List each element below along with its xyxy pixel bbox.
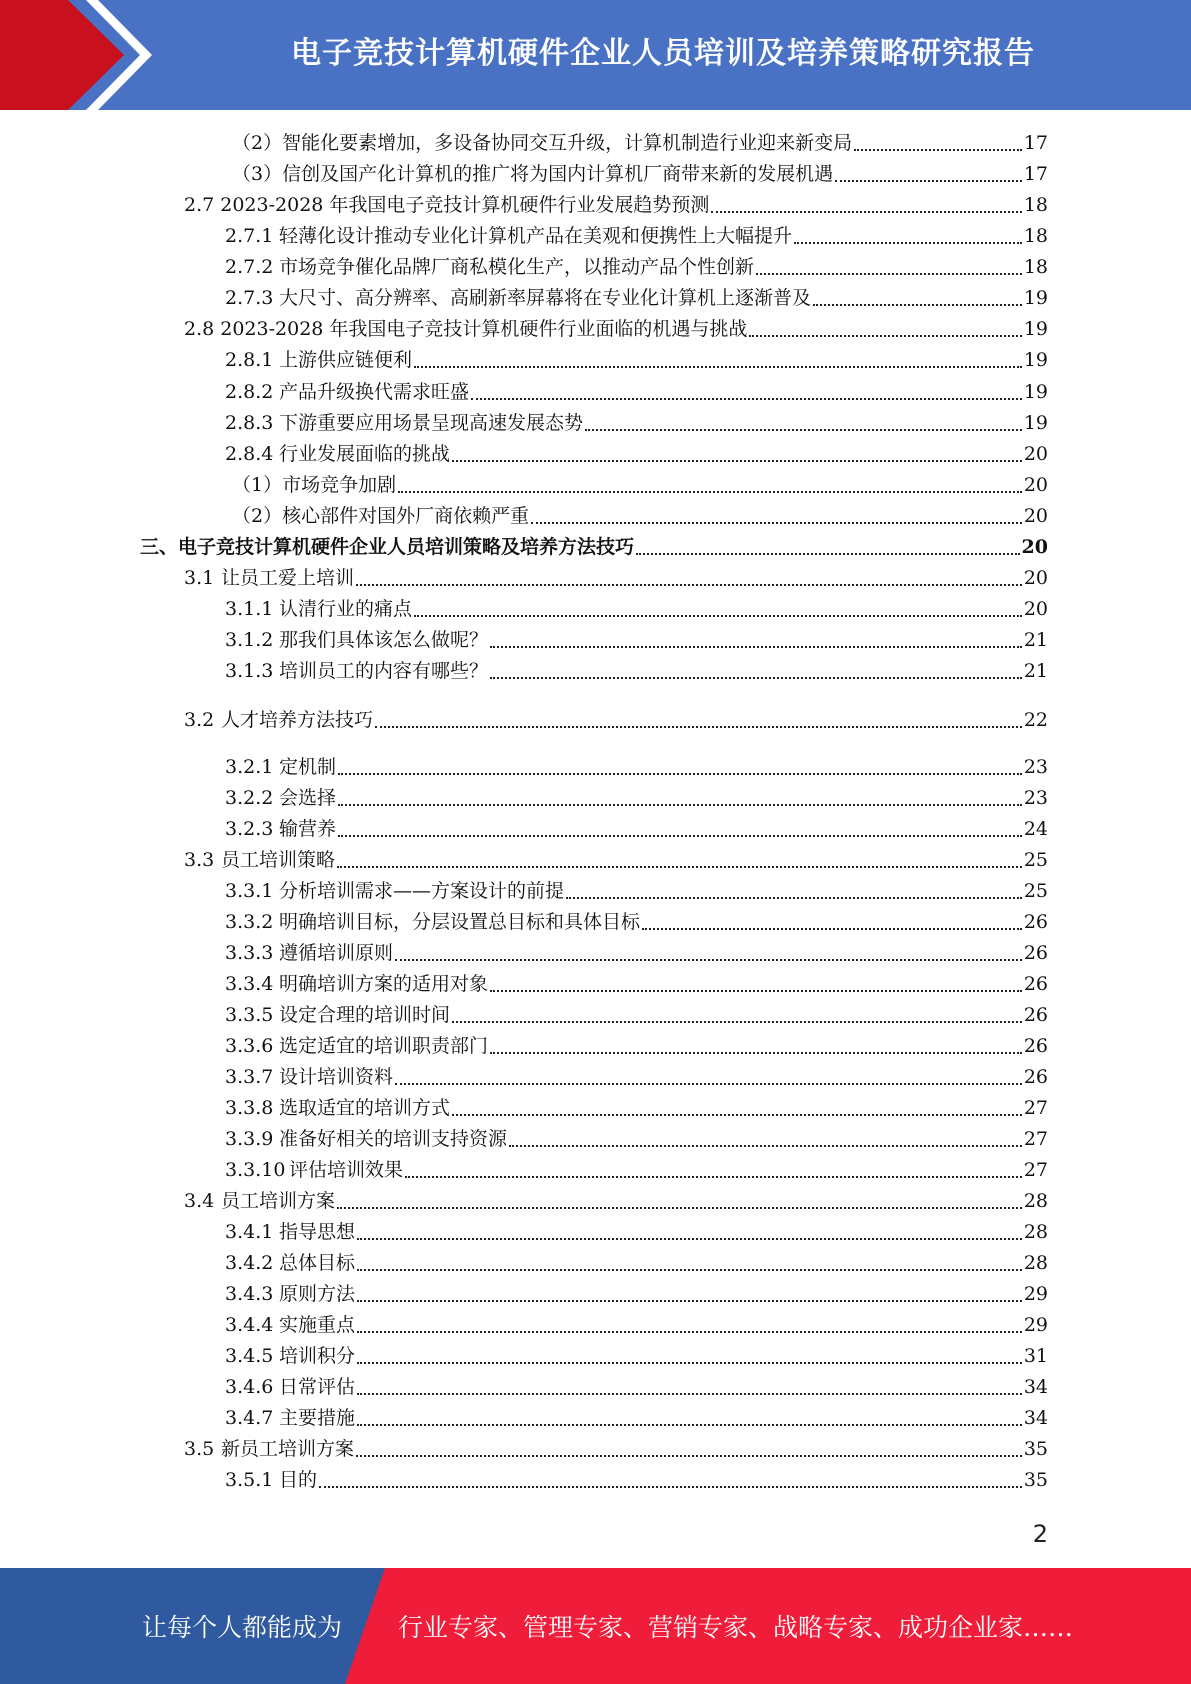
toc-entry[interactable]: [225, 753, 1048, 781]
toc-entry[interactable]: [225, 1094, 1048, 1122]
toc-entry-page: 28: [1023, 1190, 1048, 1212]
toc-leader: [319, 1486, 1022, 1488]
toc-entry-title: 下游重要应用场景呈现高速发展态势: [279, 412, 584, 434]
toc-entry[interactable]: [225, 378, 1048, 406]
toc-entry-page: 21: [1023, 629, 1048, 651]
toc-entry-title: （3）信创及国产化计算机的推广将为国内计算机厂商带来新的发展机遇: [232, 163, 834, 185]
toc-entry-title: 目的: [279, 1469, 318, 1491]
toc-entry-title: 那我们具体该怎么做呢？: [279, 629, 489, 651]
toc-entry-page: 34: [1023, 1376, 1048, 1398]
toc-entry[interactable]: [225, 1249, 1048, 1277]
toc-entry[interactable]: [225, 1466, 1048, 1494]
toc-entry-page: 20: [1023, 567, 1048, 589]
toc-leader: [338, 804, 1022, 806]
toc-entry-title: 2.7 2023-2028 年我国电子竞技计算机硬件行业发展趋势预测: [184, 194, 710, 216]
toc-entry-page: 26: [1023, 973, 1048, 995]
header-red-block: [0, 0, 160, 110]
toc-entry[interactable]: [225, 815, 1048, 843]
toc-entry-number: 3.3.2: [225, 911, 274, 933]
toc-entry-title: 分析培训需求——方案设计的前提: [279, 880, 565, 902]
toc-entry[interactable]: [232, 502, 1048, 530]
toc-entry-page: 18: [1023, 256, 1048, 278]
toc-leader: [566, 897, 1022, 899]
toc-leader: [337, 1207, 1022, 1209]
toc-entry-page: 20: [1023, 443, 1048, 465]
toc-entry-title: 培训积分: [279, 1345, 356, 1367]
toc-entry[interactable]: [232, 129, 1048, 157]
toc-leader: [375, 726, 1022, 728]
toc-leader: [749, 335, 1021, 337]
toc-entry-number: 3.4.4: [225, 1314, 274, 1336]
toc-entry-page: 20: [1023, 474, 1048, 496]
toc-entry[interactable]: [225, 222, 1048, 250]
toc-entry[interactable]: [225, 1373, 1048, 1401]
report-footer: [0, 1568, 1191, 1684]
toc-leader: [337, 866, 1022, 868]
toc-entry-title: 人才培养方法技巧: [221, 709, 374, 731]
toc-leader: [813, 304, 1022, 306]
toc-entry-title: 培训员工的内容有哪些？: [279, 660, 489, 682]
toc-leader: [357, 1362, 1022, 1364]
toc-entry-page: 28: [1023, 1221, 1048, 1243]
toc-entry-page: 20: [1021, 536, 1048, 558]
toc-leader: [395, 959, 1022, 961]
toc-leader: [471, 398, 1022, 400]
toc-entry-title: 市场竞争催化品牌厂商私模化生产，以推动产品个性创新: [279, 256, 755, 278]
toc-entry-page: 35: [1023, 1469, 1048, 1491]
toc-entry-title: 设定合理的培训时间: [279, 1004, 451, 1026]
toc-entry-page: 34: [1023, 1407, 1048, 1429]
toc-leader: [490, 646, 1022, 648]
toc-entry-number: 3.1: [184, 567, 215, 589]
toc-entry-page: 20: [1023, 598, 1048, 620]
toc-leader: [794, 242, 1022, 244]
toc-entry[interactable]: [184, 564, 1048, 592]
toc-entry[interactable]: [225, 284, 1048, 312]
toc-entry-number: 3.5: [184, 1438, 215, 1460]
toc-entry-page: 19: [1023, 412, 1048, 434]
toc-entry-page: 26: [1023, 911, 1048, 933]
toc-entry-number: 2.7.1: [225, 225, 274, 247]
toc-leader: [642, 928, 1022, 930]
toc-leader: [405, 1176, 1022, 1178]
toc-entry-page: 35: [1023, 1438, 1048, 1460]
toc-entry[interactable]: [225, 1001, 1048, 1029]
toc-leader: [585, 429, 1022, 431]
toc-entry-title: 总体目标: [279, 1252, 356, 1274]
toc-entry-number: 2.7.2: [225, 256, 274, 278]
toc-entry[interactable]: [225, 1311, 1048, 1339]
toc-entry-number: 2.8.2: [225, 381, 274, 403]
toc-entry-page: 25: [1023, 849, 1048, 871]
toc-leader: [338, 773, 1022, 775]
toc-entry-number: 3.3.9: [225, 1128, 274, 1150]
toc-entry-number: 3.2.2: [225, 787, 274, 809]
toc-entry-title: 原则方法: [279, 1283, 356, 1305]
toc-entry-number: 3.2: [184, 709, 215, 731]
toc-entry-page: 31: [1023, 1345, 1048, 1367]
toc-leader: [711, 211, 1021, 213]
toc-entry[interactable]: [184, 706, 1048, 734]
toc-leader: [357, 1424, 1022, 1426]
toc-leader: [490, 1052, 1022, 1054]
toc-entry-title: 遵循培训原则: [279, 942, 394, 964]
toc-entry-page: 26: [1023, 942, 1048, 964]
toc-entry-number: 3.3: [184, 849, 215, 871]
toc-entry-title: （2）核心部件对国外厂商依赖严重: [232, 505, 530, 527]
toc-entry-title: 行业发展面临的挑战: [279, 443, 451, 465]
toc-leader: [414, 366, 1022, 368]
toc-entry-title: 实施重点: [279, 1314, 356, 1336]
toc-entry-page: 23: [1023, 756, 1048, 778]
toc-entry[interactable]: [184, 315, 1048, 343]
toc-entry[interactable]: [225, 1063, 1048, 1091]
toc-entry-number: 3.3.8: [225, 1097, 274, 1119]
toc-entry-number: 3.2.3: [225, 818, 274, 840]
toc-entry-page: 17: [1023, 132, 1048, 154]
toc-entry-title: 认清行业的痛点: [279, 598, 413, 620]
toc-entry-title: 2.8 2023-2028 年我国电子竞技计算机硬件行业面临的机遇与挑战: [184, 318, 748, 340]
toc-entry[interactable]: [232, 160, 1048, 188]
toc-leader: [338, 835, 1022, 837]
toc-entry-number: 3.1.1: [225, 598, 274, 620]
toc-entry[interactable]: [225, 595, 1048, 623]
toc-leader: [490, 990, 1022, 992]
toc-entry-title: 轻薄化设计推动专业化计算机产品在美观和便携性上大幅提升: [279, 225, 793, 247]
toc-entry-page: 26: [1023, 1066, 1048, 1088]
toc-entry-title: 员工培训策略: [221, 849, 336, 871]
toc-entry-title: 三、电子竞技计算机硬件企业人员培训策略及培养方法技巧: [140, 536, 635, 558]
toc-entry[interactable]: [225, 346, 1048, 374]
toc-entry-title: 明确培训目标，分层设置总目标和具体目标: [279, 911, 641, 933]
toc-entry-number: 3.3.6: [225, 1035, 274, 1057]
toc-entry-number: 3.1.2: [225, 629, 274, 651]
toc-entry-number: 2.7.3: [225, 287, 274, 309]
toc-entry[interactable]: [225, 626, 1048, 654]
toc-entry[interactable]: [225, 1032, 1048, 1060]
toc-entry-page: 29: [1023, 1283, 1048, 1305]
report-header: [0, 0, 1191, 110]
toc-entry-page: 28: [1023, 1252, 1048, 1274]
toc-entry-number: 3.4.3: [225, 1283, 274, 1305]
toc-entry-title: 指导思想: [279, 1221, 356, 1243]
toc-entry-title: 输营养: [279, 818, 337, 840]
toc-entry-title: （2）智能化要素增加，多设备协同交互升级，计算机制造行业迎来新变局: [232, 132, 853, 154]
toc-entry-number: 2.8.1: [225, 349, 274, 371]
toc-entry-page: 19: [1023, 381, 1048, 403]
toc-entry-page: 19: [1023, 349, 1048, 371]
toc-entry[interactable]: [225, 939, 1048, 967]
toc-entry-number: 3.4.5: [225, 1345, 274, 1367]
toc-entry[interactable]: [184, 191, 1048, 219]
toc-entry-page: 27: [1023, 1128, 1048, 1150]
toc-entry-page: 25: [1023, 880, 1048, 902]
toc-leader: [531, 522, 1022, 524]
toc-entry-title: 评估培训效果: [289, 1159, 404, 1181]
toc-entry-title: （1）市场竞争加剧: [232, 474, 397, 496]
toc-entry-page: 17: [1023, 163, 1048, 185]
toc-entry[interactable]: [225, 253, 1048, 281]
toc-entry[interactable]: [184, 1187, 1048, 1215]
toc-entry-title: 产品升级换代需求旺盛: [279, 381, 470, 403]
toc-entry-page: 18: [1023, 225, 1048, 247]
toc-entry-number: 3.5.1: [225, 1469, 274, 1491]
toc-leader: [395, 1083, 1022, 1085]
toc-leader: [356, 1455, 1022, 1457]
toc-entry[interactable]: [225, 440, 1048, 468]
toc-entry-page: 21: [1023, 660, 1048, 682]
toc-entry-number: 3.4: [184, 1190, 215, 1212]
toc-leader: [490, 677, 1022, 679]
toc-entry[interactable]: [184, 1435, 1048, 1463]
toc-entry-page: 20: [1023, 505, 1048, 527]
toc-entry-number: 3.3.5: [225, 1004, 274, 1026]
toc-entry[interactable]: [232, 471, 1048, 499]
toc-leader: [414, 615, 1022, 617]
toc-entry-title: 设计培训资料: [279, 1066, 394, 1088]
toc-entry-number: 3.1.3: [225, 660, 274, 682]
toc-entry-number: 2.8.4: [225, 443, 274, 465]
toc-entry[interactable]: [225, 1280, 1048, 1308]
toc-entry-title: 新员工培训方案: [221, 1438, 355, 1460]
toc-leader: [357, 1300, 1022, 1302]
toc-entry-number: 3.4.2: [225, 1252, 274, 1274]
toc-leader: [854, 149, 1022, 151]
toc-chapter-entry[interactable]: [140, 533, 1048, 561]
toc-entry-number: 3.3.10: [225, 1159, 286, 1181]
toc-entry[interactable]: [225, 1218, 1048, 1246]
toc-entry[interactable]: [225, 1156, 1048, 1184]
report-title: 电子竞技计算机硬件企业人员培训及培养策略研究报告: [291, 36, 1035, 71]
toc-entry-number: 3.3.4: [225, 973, 274, 995]
toc-entry-title: 准备好相关的培训支持资源: [279, 1128, 508, 1150]
toc-leader: [356, 584, 1022, 586]
toc-entry-number: 3.4.6: [225, 1376, 274, 1398]
toc-entry[interactable]: [225, 877, 1048, 905]
toc-leader: [357, 1238, 1022, 1240]
toc-entry-page: 27: [1023, 1097, 1048, 1119]
toc-entry[interactable]: [225, 970, 1048, 998]
toc-entry[interactable]: [225, 1125, 1048, 1153]
toc-entry-page: 18: [1023, 194, 1048, 216]
toc-leader: [398, 491, 1022, 493]
toc-entry-page: 22: [1023, 709, 1048, 731]
toc-leader: [357, 1331, 1022, 1333]
toc-entry-title: 上游供应链便利: [279, 349, 413, 371]
toc-entry-page: 24: [1023, 818, 1048, 840]
toc-entry-page: 23: [1023, 787, 1048, 809]
toc-entry-number: 3.2.1: [225, 756, 274, 778]
toc-entry-title: 员工培训方案: [221, 1190, 336, 1212]
toc-entry-title: 日常评估: [279, 1376, 356, 1398]
toc-entry-number: 3.3.1: [225, 880, 274, 902]
toc-entry-page: 19: [1023, 318, 1048, 340]
toc-entry-number: 2.8.3: [225, 412, 274, 434]
toc-leader: [835, 180, 1022, 182]
toc-entry-number: 3.4.7: [225, 1407, 274, 1429]
toc-entry-title: 定机制: [279, 756, 337, 778]
toc-entry[interactable]: [225, 784, 1048, 812]
toc-entry-title: 主要措施: [279, 1407, 356, 1429]
toc-leader: [452, 1114, 1022, 1116]
toc-entry-title: 让员工爱上培训: [221, 567, 355, 589]
toc-entry-page: 19: [1023, 287, 1048, 309]
toc-entry[interactable]: [225, 1342, 1048, 1370]
toc-leader: [452, 460, 1022, 462]
toc-entry-title: 选定适宜的培训职责部门: [279, 1035, 489, 1057]
toc-entry-page: 26: [1023, 1035, 1048, 1057]
toc-entry[interactable]: [225, 657, 1048, 685]
toc-leader: [452, 1021, 1022, 1023]
toc-entry-page: 27: [1023, 1159, 1048, 1181]
toc-leader: [509, 1145, 1022, 1147]
toc-entry-number: 3.4.1: [225, 1221, 274, 1243]
toc-entry-page: 26: [1023, 1004, 1048, 1026]
toc-leader: [636, 553, 1020, 555]
toc-entry-title: 会选择: [279, 787, 337, 809]
toc-leader: [357, 1269, 1022, 1271]
toc-entry[interactable]: [225, 1404, 1048, 1432]
toc-entry-title: 选取适宜的培训方式: [279, 1097, 451, 1119]
toc-entry-title: 明确培训方案的适用对象: [279, 973, 489, 995]
toc-entry[interactable]: [225, 409, 1048, 437]
toc-entry[interactable]: [225, 908, 1048, 936]
toc-entry-number: 3.3.3: [225, 942, 274, 964]
toc-entry-title: 大尺寸、高分辨率、高刷新率屏幕将在专业化计算机上逐渐普及: [279, 287, 812, 309]
toc-entry[interactable]: [184, 846, 1048, 874]
toc-entry-page: 29: [1023, 1314, 1048, 1336]
toc-entry-number: 3.3.7: [225, 1066, 274, 1088]
toc-leader: [756, 273, 1022, 275]
toc-leader: [357, 1393, 1022, 1395]
page-number: 2: [1032, 1520, 1048, 1548]
footer-slogan-left: 让每个人都能成为: [142, 1613, 343, 1642]
footer-slogan-right: 行业专家、管理专家、营销专家、战略专家、成功企业家……: [398, 1613, 1074, 1642]
